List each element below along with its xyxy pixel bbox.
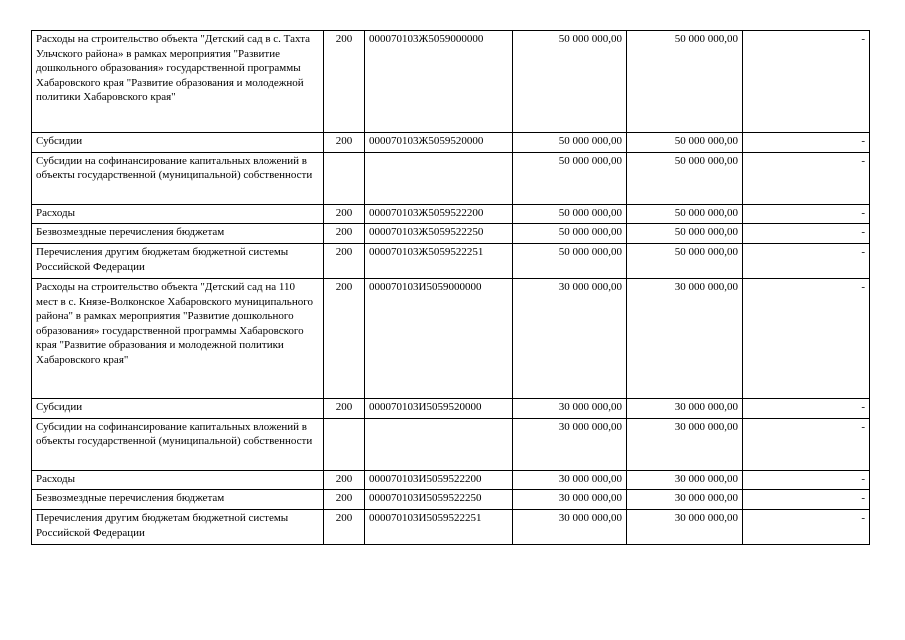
- budget-execution-table: [31, 30, 870, 545]
- row-name: Субсидии на софинансирование капитальных вложений в объекты государственной (муниципальной) собственности: [32, 152, 324, 204]
- row-amount-approved: 50 000 000,00: [513, 204, 627, 224]
- row-code: [324, 152, 365, 204]
- row-amount-executed: 50 000 000,00: [627, 133, 743, 153]
- row-unexecuted: -: [743, 470, 870, 490]
- table-row: [32, 399, 870, 419]
- row-name: Безвозмездные перечисления бюджетам: [32, 224, 324, 244]
- row-amount-approved: 30 000 000,00: [513, 490, 627, 510]
- row-code: 200: [324, 204, 365, 224]
- row-amount-executed: 30 000 000,00: [627, 470, 743, 490]
- row-code: 200: [324, 470, 365, 490]
- table-row: [32, 490, 870, 510]
- row-name: Субсидии: [32, 133, 324, 153]
- row-csr: 000070103Ж5059522200: [365, 204, 513, 224]
- table-row: [32, 510, 870, 545]
- row-csr: 000070103И5059000000: [365, 279, 513, 399]
- row-amount-executed: 50 000 000,00: [627, 31, 743, 133]
- row-code: 200: [324, 490, 365, 510]
- row-amount-approved: 50 000 000,00: [513, 152, 627, 204]
- row-unexecuted: -: [743, 510, 870, 545]
- row-amount-executed: 30 000 000,00: [627, 279, 743, 399]
- table-row: [32, 224, 870, 244]
- row-amount-approved: 30 000 000,00: [513, 418, 627, 470]
- row-name: Расходы: [32, 470, 324, 490]
- row-unexecuted: -: [743, 204, 870, 224]
- row-name: Перечисления другим бюджетам бюджетной системы Российской Федерации: [32, 244, 324, 279]
- row-csr: 000070103Ж5059000000: [365, 31, 513, 133]
- row-unexecuted: -: [743, 418, 870, 470]
- row-unexecuted: -: [743, 399, 870, 419]
- row-csr: 000070103Ж5059520000: [365, 133, 513, 153]
- row-amount-executed: 50 000 000,00: [627, 244, 743, 279]
- row-amount-approved: 30 000 000,00: [513, 510, 627, 545]
- row-name: Субсидии: [32, 399, 324, 419]
- row-name: Перечисления другим бюджетам бюджетной системы Российской Федерации: [32, 510, 324, 545]
- row-code: 200: [324, 224, 365, 244]
- row-code: 200: [324, 244, 365, 279]
- row-csr: 000070103Ж5059522251: [365, 244, 513, 279]
- table-row: [32, 418, 870, 470]
- row-unexecuted: -: [743, 279, 870, 399]
- row-code: 200: [324, 133, 365, 153]
- row-name: Субсидии на софинансирование капитальных вложений в объекты государственной (муниципальной) собственности: [32, 418, 324, 470]
- row-unexecuted: -: [743, 31, 870, 133]
- row-unexecuted: -: [743, 224, 870, 244]
- row-amount-executed: 30 000 000,00: [627, 510, 743, 545]
- table-row: [32, 244, 870, 279]
- row-csr: 000070103Ж5059522250: [365, 224, 513, 244]
- row-amount-approved: 30 000 000,00: [513, 399, 627, 419]
- table-row: [32, 31, 870, 133]
- row-csr: 000070103И5059522200: [365, 470, 513, 490]
- row-amount-approved: 50 000 000,00: [513, 133, 627, 153]
- row-csr: 000070103И5059522250: [365, 490, 513, 510]
- row-name: Расходы на строительство объекта "Детский сад на 110 мест в с. Князе-Волконское Хабаровского муниципального района" в рамках мероприятия "Развитие дошкольного образования» государственной программы Хабаровского края "Развитие образования и молодежной политики Хабаровского края": [32, 279, 324, 399]
- row-amount-executed: 50 000 000,00: [627, 204, 743, 224]
- row-unexecuted: -: [743, 152, 870, 204]
- row-amount-executed: 30 000 000,00: [627, 399, 743, 419]
- row-amount-executed: 30 000 000,00: [627, 418, 743, 470]
- row-code: 200: [324, 279, 365, 399]
- row-name: Расходы на строительство объекта "Детский сад в с. Тахта Ульчского района» в рамках мероприятия "Развитие дошкольного образования» государственной программы Хабаровского края "Развитие образования и молодежной политики Хабаровского края": [32, 31, 324, 133]
- row-amount-executed: 50 000 000,00: [627, 152, 743, 204]
- row-name: Безвозмездные перечисления бюджетам: [32, 490, 324, 510]
- row-code: 200: [324, 399, 365, 419]
- row-unexecuted: -: [743, 133, 870, 153]
- row-amount-approved: 30 000 000,00: [513, 470, 627, 490]
- row-code: [324, 418, 365, 470]
- row-code: 200: [324, 31, 365, 133]
- table-row: [32, 204, 870, 224]
- row-unexecuted: -: [743, 244, 870, 279]
- row-amount-approved: 50 000 000,00: [513, 224, 627, 244]
- row-amount-executed: 30 000 000,00: [627, 490, 743, 510]
- table-row: [32, 152, 870, 204]
- row-amount-approved: 50 000 000,00: [513, 244, 627, 279]
- row-csr: 000070103И5059520000: [365, 399, 513, 419]
- row-csr: [365, 152, 513, 204]
- table-row: [32, 279, 870, 399]
- table-row: [32, 470, 870, 490]
- row-csr: [365, 418, 513, 470]
- row-csr: 000070103И5059522251: [365, 510, 513, 545]
- row-amount-approved: 30 000 000,00: [513, 279, 627, 399]
- row-code: 200: [324, 510, 365, 545]
- row-amount-executed: 50 000 000,00: [627, 224, 743, 244]
- row-unexecuted: -: [743, 490, 870, 510]
- row-name: Расходы: [32, 204, 324, 224]
- table-row: [32, 133, 870, 153]
- row-amount-approved: 50 000 000,00: [513, 31, 627, 133]
